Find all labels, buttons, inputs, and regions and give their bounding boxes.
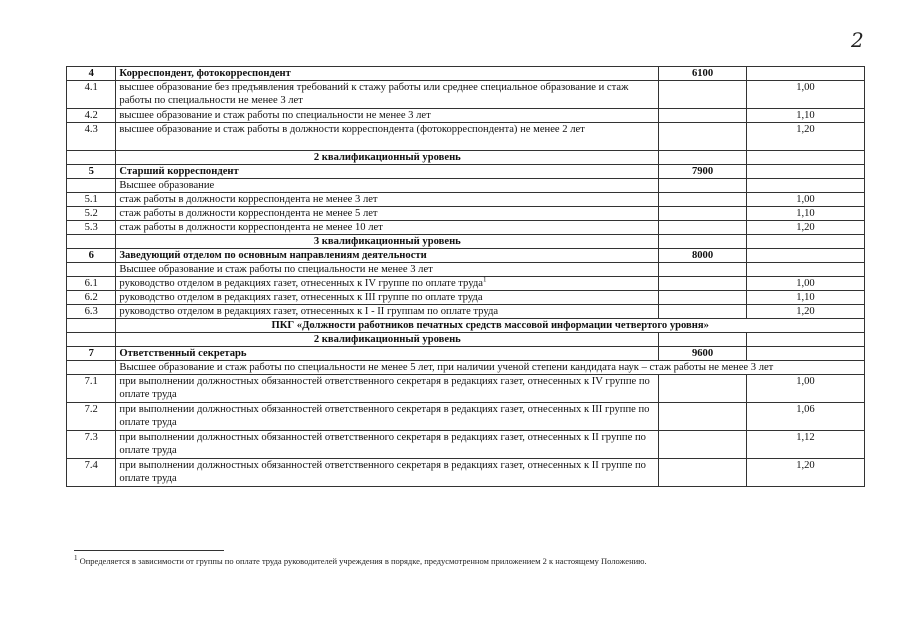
position-title bbox=[116, 249, 659, 263]
salary-cell bbox=[659, 263, 747, 277]
salary-cell bbox=[659, 375, 747, 403]
description-text: Заведующий отделом по основным направлениям деятельности bbox=[119, 250, 427, 261]
requirement-text bbox=[116, 221, 659, 235]
requirement-text bbox=[116, 123, 659, 151]
salary-cell bbox=[659, 431, 747, 459]
row-number-cell bbox=[67, 333, 116, 347]
row-number-cell bbox=[67, 361, 116, 375]
page-number: 2 bbox=[851, 28, 864, 52]
table-row bbox=[67, 263, 865, 277]
description-text: при выполнении должностных обязанностей ответственного секретаря в редакциях газет, отнесенных к II группе по оплате труда bbox=[119, 460, 646, 484]
coefficient-cell: 1,00 bbox=[746, 193, 864, 207]
row-number-cell bbox=[67, 179, 116, 193]
requirement-text bbox=[116, 193, 659, 207]
salary-table-body bbox=[67, 67, 865, 487]
qualification-level-heading: 3 квалификационный уровень bbox=[116, 235, 659, 249]
salary-cell bbox=[659, 207, 747, 221]
row-number-cell: 5.3 bbox=[67, 221, 116, 235]
coefficient-cell bbox=[746, 235, 864, 249]
salary-cell bbox=[659, 305, 747, 319]
row-number-cell: 4.2 bbox=[67, 109, 116, 123]
table-row bbox=[67, 165, 865, 179]
row-number-cell: 4.3 bbox=[67, 123, 116, 151]
description-text: при выполнении должностных обязанностей ответственного секретаря в редакциях газет, отнесенных к II группе по оплате труда bbox=[119, 432, 646, 456]
table-row bbox=[67, 459, 865, 487]
requirement-text bbox=[116, 375, 659, 403]
description-text: при выполнении должностных обязанностей ответственного секретаря в редакциях газет, отнесенных к III группе по оплате труда bbox=[119, 404, 650, 428]
coefficient-cell bbox=[746, 179, 864, 193]
table-row bbox=[67, 403, 865, 431]
footnote-text: Определяется в зависимости от группы по оплате труда руководителей учреждения в порядке, предусмотренном приложением 2 к настоящему Положению. bbox=[79, 556, 647, 566]
salary-cell bbox=[659, 403, 747, 431]
description-text: стаж работы в должности корреспондента не менее 3 лет bbox=[119, 194, 378, 205]
description-text: стаж работы в должности корреспондента не менее 10 лет bbox=[119, 222, 383, 233]
requirement-text bbox=[116, 207, 659, 221]
coefficient-cell bbox=[746, 263, 864, 277]
row-number-cell: 6.3 bbox=[67, 305, 116, 319]
row-number-cell: 5.1 bbox=[67, 193, 116, 207]
coefficient-cell: 1,20 bbox=[746, 221, 864, 235]
row-number-cell: 5 bbox=[67, 165, 116, 179]
row-number-cell: 4 bbox=[67, 67, 116, 81]
requirement-text bbox=[116, 431, 659, 459]
table-row bbox=[67, 431, 865, 459]
row-number-cell: 7.4 bbox=[67, 459, 116, 487]
row-number-cell bbox=[67, 263, 116, 277]
description-text: руководство отделом в редакциях газет, отнесенных к I - II группам по оплате труда bbox=[119, 306, 499, 317]
footnote bbox=[74, 556, 647, 566]
description-text: руководство отделом в редакциях газет, отнесенных к III группе по оплате труда bbox=[119, 292, 483, 303]
description-text: Высшее образование bbox=[119, 180, 215, 191]
row-number-cell: 4.1 bbox=[67, 81, 116, 109]
description-text: руководство отделом в редакциях газет, отнесенных к IV группе по оплате труда bbox=[119, 278, 483, 289]
table-row bbox=[67, 123, 865, 151]
coefficient-cell bbox=[746, 249, 864, 263]
description-text: высшее образование и стаж работы по специальности не менее 3 лет bbox=[119, 110, 431, 121]
salary-cell bbox=[659, 459, 747, 487]
table-row bbox=[67, 151, 865, 165]
requirement-text bbox=[116, 291, 659, 305]
coefficient-cell: 1,10 bbox=[746, 207, 864, 221]
row-number-cell: 7.1 bbox=[67, 375, 116, 403]
table-row bbox=[67, 375, 865, 403]
requirement-text bbox=[116, 81, 659, 109]
table-row bbox=[67, 67, 865, 81]
footnote-divider bbox=[74, 550, 224, 551]
description-text: при выполнении должностных обязанностей ответственного секретаря в редакциях газет, отнесенных к IV группе по оплате труда bbox=[119, 376, 650, 400]
table-row bbox=[67, 207, 865, 221]
table-row bbox=[67, 235, 865, 249]
coefficient-cell: 1,10 bbox=[746, 109, 864, 123]
requirement-text bbox=[116, 109, 659, 123]
salary-cell bbox=[659, 81, 747, 109]
position-title bbox=[116, 347, 659, 361]
row-number-cell: 7 bbox=[67, 347, 116, 361]
row-number-cell: 7.2 bbox=[67, 403, 116, 431]
coefficient-cell: 1,00 bbox=[746, 375, 864, 403]
requirement-text bbox=[116, 263, 659, 277]
description-text: Ответственный секретарь bbox=[119, 348, 247, 359]
row-number-cell: 7.3 bbox=[67, 431, 116, 459]
requirement-text bbox=[116, 305, 659, 319]
row-number-cell: 6.1 bbox=[67, 277, 116, 291]
table-row bbox=[67, 249, 865, 263]
salary-cell bbox=[659, 277, 747, 291]
table-row bbox=[67, 305, 865, 319]
table-row bbox=[67, 179, 865, 193]
table-row bbox=[67, 319, 865, 333]
row-number-cell bbox=[67, 151, 116, 165]
salary-cell: 8000 bbox=[659, 249, 747, 263]
position-title bbox=[116, 165, 659, 179]
salary-cell bbox=[659, 193, 747, 207]
requirement-text bbox=[116, 403, 659, 431]
description-text: высшее образование без предъявления требований к стажу работы или среднее специальное образование и стаж работы по специальности не менее 3 лет bbox=[119, 82, 629, 106]
table-row bbox=[67, 277, 865, 291]
requirement-text bbox=[116, 459, 659, 487]
table-row bbox=[67, 347, 865, 361]
description-text: Старший корреспондент bbox=[119, 166, 239, 177]
salary-cell bbox=[659, 221, 747, 235]
coefficient-cell bbox=[746, 165, 864, 179]
requirement-text bbox=[116, 277, 659, 291]
description-text: Корреспондент, фотокорреспондент bbox=[119, 68, 291, 79]
coefficient-cell bbox=[746, 347, 864, 361]
position-title bbox=[116, 67, 659, 81]
row-number-cell bbox=[67, 319, 116, 333]
requirement-text bbox=[116, 179, 659, 193]
table-row bbox=[67, 109, 865, 123]
coefficient-cell: 1,10 bbox=[746, 291, 864, 305]
coefficient-cell: 1,06 bbox=[746, 403, 864, 431]
row-number-cell: 5.2 bbox=[67, 207, 116, 221]
salary-cell bbox=[659, 291, 747, 305]
salary-cell bbox=[659, 179, 747, 193]
qualification-level-heading: 2 квалификационный уровень bbox=[116, 333, 659, 347]
qualification-level-heading: 2 квалификационный уровень bbox=[116, 151, 659, 165]
description-text: стаж работы в должности корреспондента не менее 5 лет bbox=[119, 208, 378, 219]
pkg-heading: ПКГ «Должности работников печатных средств массовой информации четвертого уровня» bbox=[116, 319, 865, 333]
coefficient-cell: 1,00 bbox=[746, 277, 864, 291]
salary-cell: 6100 bbox=[659, 67, 747, 81]
salary-cell bbox=[659, 123, 747, 151]
footnote-mark: 1 bbox=[74, 554, 78, 563]
coefficient-cell: 1,00 bbox=[746, 81, 864, 109]
coefficient-cell bbox=[746, 333, 864, 347]
row-number-cell bbox=[67, 235, 116, 249]
table-row bbox=[67, 221, 865, 235]
table-row bbox=[67, 291, 865, 305]
coefficient-cell: 1,20 bbox=[746, 459, 864, 487]
row-number-cell: 6.2 bbox=[67, 291, 116, 305]
table-row bbox=[67, 333, 865, 347]
description-text: высшее образование и стаж работы в должности корреспондента (фотокорреспондента) не менее 2 лет bbox=[119, 124, 585, 135]
salary-cell bbox=[659, 109, 747, 123]
salary-table bbox=[66, 66, 865, 487]
salary-cell bbox=[659, 151, 747, 165]
salary-cell: 7900 bbox=[659, 165, 747, 179]
footnote-reference: 1 bbox=[482, 275, 487, 284]
coefficient-cell bbox=[746, 67, 864, 81]
requirement-text: Высшее образование и стаж работы по специальности не менее 5 лет, при наличии ученой степени кандидата наук – стаж работы не менее 3 лет bbox=[116, 361, 865, 375]
coefficient-cell: 1,20 bbox=[746, 305, 864, 319]
salary-cell bbox=[659, 333, 747, 347]
table-row bbox=[67, 193, 865, 207]
row-number-cell: 6 bbox=[67, 249, 116, 263]
salary-cell: 9600 bbox=[659, 347, 747, 361]
coefficient-cell: 1,12 bbox=[746, 431, 864, 459]
description-text: Высшее образование и стаж работы по специальности не менее 3 лет bbox=[119, 264, 433, 275]
table-row bbox=[67, 361, 865, 375]
table-row bbox=[67, 81, 865, 109]
coefficient-cell: 1,20 bbox=[746, 123, 864, 151]
coefficient-cell bbox=[746, 151, 864, 165]
salary-cell bbox=[659, 235, 747, 249]
